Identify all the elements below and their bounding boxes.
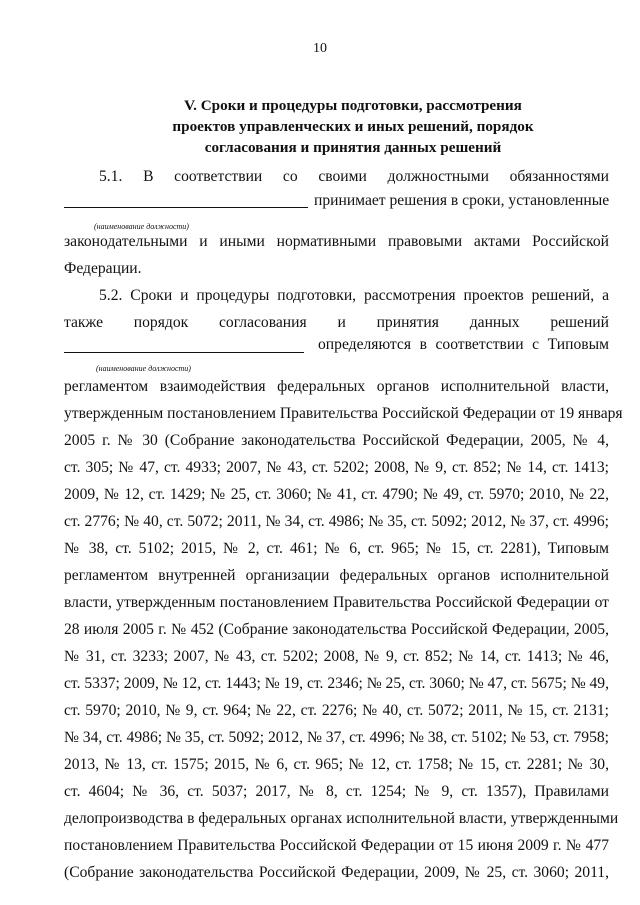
p52-line-3-tail: определяются в соответствии с Типовым — [318, 336, 609, 353]
p51-line-3: законодательными и иными нормативными правовыми актами Российской — [64, 233, 609, 250]
body-line: ст. 4604; № 36, ст. 5037; 2017, № 8, ст. 1254; № 9, ст. 1357), Правилами — [64, 783, 609, 800]
body-line: ст. 305; № 47, ст. 4933; 2007, № 43, ст. 5202; 2008, № 9, ст. 852; № 14, ст. 1413; — [64, 459, 609, 476]
body-line: постановлением Правительства Российской Федерации от 15 июня 2009 г. № 477 — [64, 837, 609, 854]
body-line: (Собрание законодательства Российской Федерации, 2009, № 25, ст. 3060; 2011, — [64, 864, 609, 881]
section-title-line-1: V. Сроки и процедуры подготовки, рассмотрения — [184, 97, 522, 114]
body-line: 28 июля 2005 г. № 452 (Собрание законодательства Российской Федерации, 2005, — [64, 621, 609, 638]
body-line: 2009, № 12, ст. 1429; № 25, ст. 3060; № 41, ст. 4790; № 49, ст. 5970; 2010, № 22, — [64, 486, 609, 503]
body-line: № 38, ст. 5102; 2015, № 2, ст. 461; № 6, ст. 965; № 15, ст. 2281), Типовым — [64, 540, 609, 557]
body-line: регламентом внутренней организации федеральных органов исполнительной — [64, 567, 609, 584]
section-title-line-3: согласования и принятия данных решений — [204, 139, 502, 156]
body-line: ст. 5337; 2009, № 12, ст. 1443; № 19, ст. 2346; № 25, ст. 3060; № 47, ст. 5675; № 49, — [64, 675, 609, 692]
body-line: делопроизводства в федеральных органах исполнительной власти, утвержденными — [64, 810, 619, 827]
p52-line-1: 5.2. Сроки и процедуры подготовки, рассмотрения проектов решений, а — [99, 287, 609, 304]
p51-line-1: 5.1. В соответствии со своими должностными обязанностями — [99, 168, 609, 185]
p51-line-4: Федерации. — [64, 260, 142, 277]
page-number: 10 — [313, 41, 327, 56]
body-line: № 31, ст. 3233; 2007, № 43, ст. 5202; 2008, № 9, ст. 852; № 14, ст. 1413; № 46, — [64, 648, 609, 665]
body-line: утвержденным постановлением Правительства Российской Федерации от 19 января — [64, 405, 623, 422]
body-line: 2005 г. № 30 (Собрание законодательства Российской Федерации, 2005, № 4, — [64, 432, 609, 449]
position-caption: (наименование должности) — [94, 222, 189, 231]
body-line: власти, утвержденным постановлением Правительства Российской Федерации от — [64, 594, 609, 611]
p51-line-2-tail: принимает решения в сроки, установленные — [314, 192, 610, 209]
position-caption-2: (наименование должности) — [96, 364, 191, 373]
body-line: ст. 2776; № 40, ст. 5072; 2011, № 34, ст. 4986; № 35, ст. 5092; 2012, № 37, ст. 4996; — [64, 513, 609, 530]
body-line: регламентом взаимодействия федеральных органов исполнительной власти, — [64, 378, 609, 395]
section-title-line-2: проектов управленческих и иных решений, порядок — [172, 118, 534, 135]
position-blank-underline — [64, 207, 308, 208]
p52-line-2: также порядок согласования и принятия данных решений — [64, 314, 609, 331]
body-line: ст. 5970; 2010, № 9, ст. 964; № 22, ст. 2276; № 40, ст. 5072; 2011, № 15, ст. 2131; — [64, 702, 609, 719]
position-blank-underline-2 — [64, 352, 304, 353]
body-line: 2013, № 13, ст. 1575; 2015, № 6, ст. 965; № 12, ст. 1758; № 15, ст. 2281; № 30, — [64, 756, 609, 773]
body-line: № 34, ст. 4986; № 35, ст. 5092; 2012, № 37, ст. 4996; № 38, ст. 5102; № 53, ст. 7958; — [64, 729, 609, 746]
